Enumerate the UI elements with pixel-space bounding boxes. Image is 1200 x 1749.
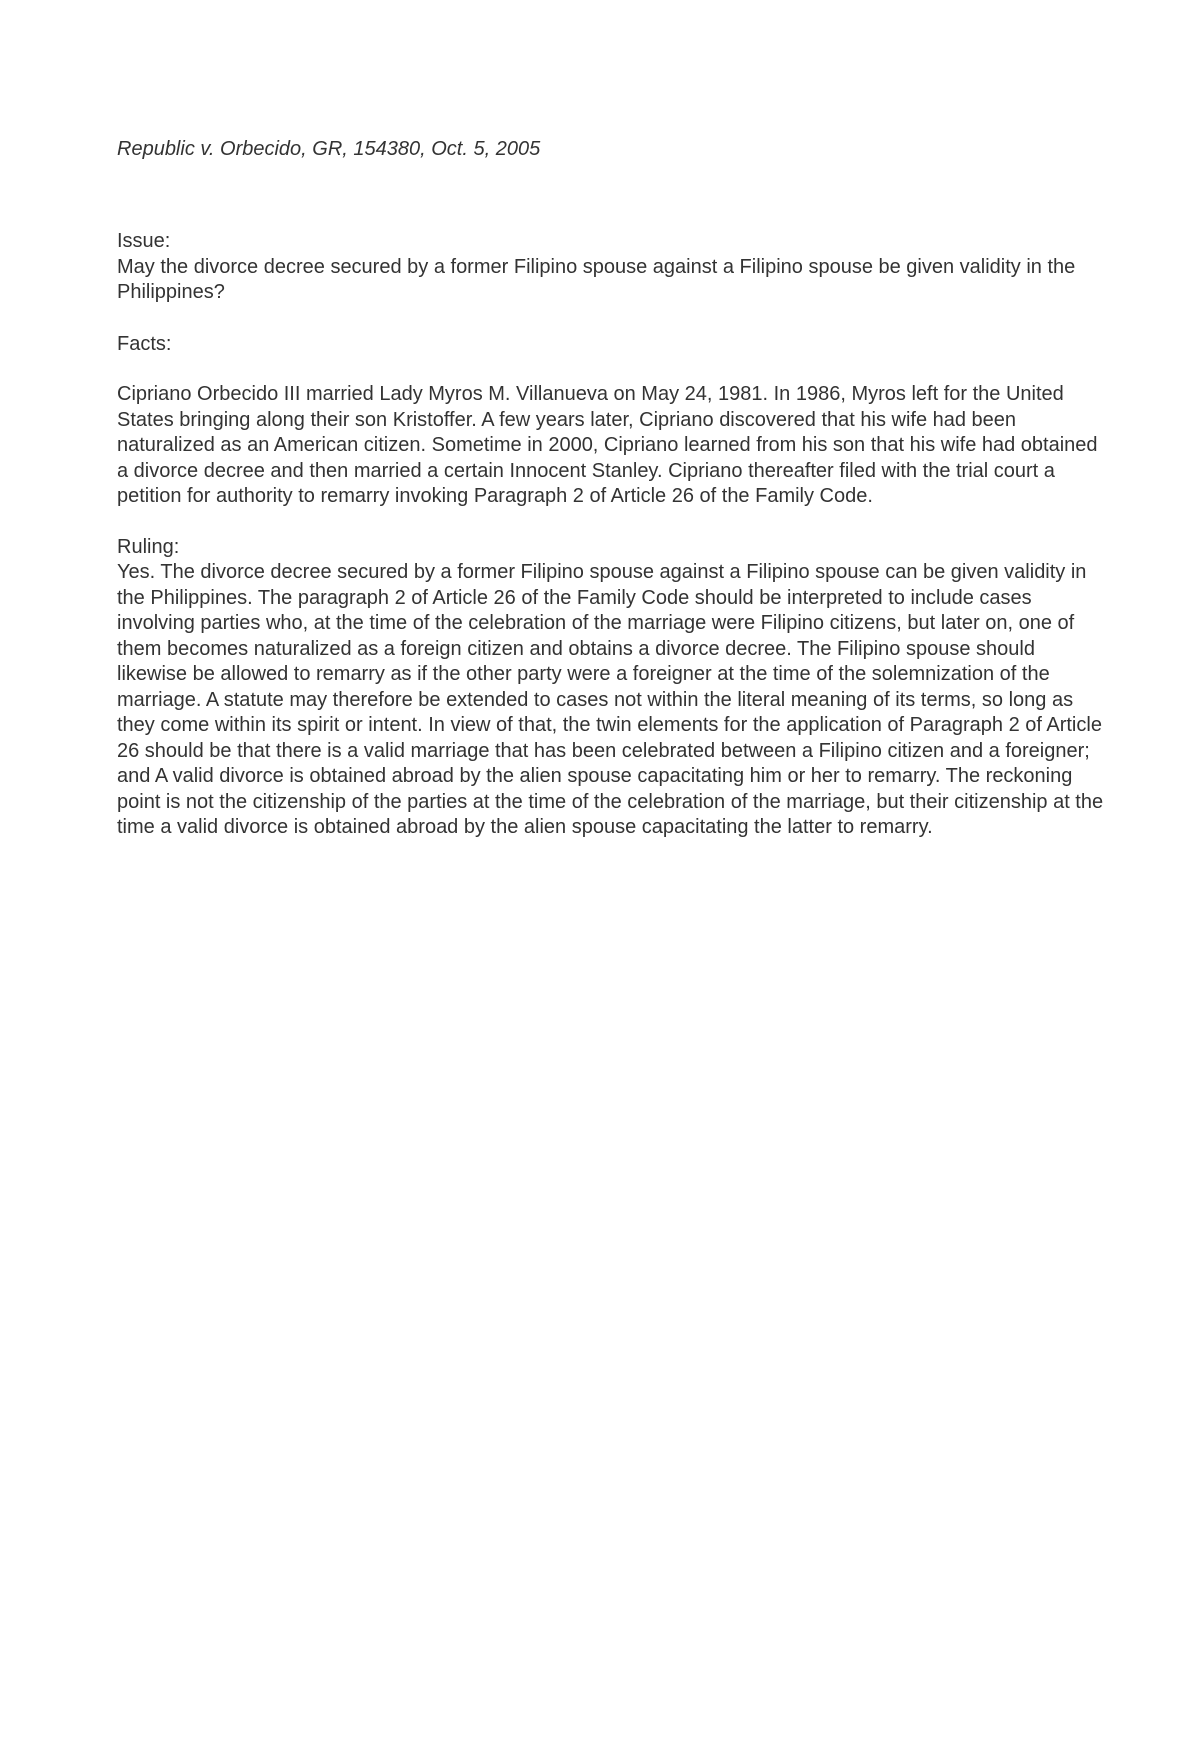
facts-text: Cipriano Orbecido III married Lady Myros M. Villanueva on May 24, 1981. In 1986, Myros left for the United States bringing along their son Kristoffer. A few years later, Cipriano discovered that his wife had been naturalized as an American citizen. Sometime in 2000, Cipriano learned from his son that his wife had obtained a divorce decree and then married a certain Innocent Stanley. Cipriano thereafter filed with the trial court a petition for authority to remarry invoking Paragraph 2 of Article 26 of the Family Code. [117, 383, 1098, 507]
spacer [117, 510, 1107, 535]
case-citation: Republic v. Orbecido, GR, 154380, Oct. 5, 2005 [117, 138, 541, 160]
spacer [117, 162, 1107, 229]
facts-label: Facts: [117, 332, 172, 355]
issue-text: May the divorce decree secured by a former Filipino spouse against a Filipino spouse be given validity in the Philippines? [117, 255, 1076, 303]
spacer [117, 306, 1107, 332]
ruling-text: Yes. The divorce decree secured by a former Filipino spouse against a Filipino spouse can be given validity in the Philippines. The paragraph 2 of Article 26 of the Family Code should be interpreted to include cases involving parties who, at the time of the celebration of the marriage were Filipino citizens, but later on, one of them becomes naturalized as a foreign citizen and obtains a divorce decree. The Filipino spouse should likewise be allowed to remarry as if the other party were a foreigner at the time of the solemnization of the marriage. A statute may therefore be extended to cases not within the literal meaning of its terms, so long as they come within its spirit or intent. In view of that, the twin elements for the application of Paragraph 2 of Article 26 should be that there is a valid marriage that has been celebrated between a Filipino citizen and a foreigner; and A valid divorce is obtained abroad by the alien spouse capacitating him or her to remarry. The reckoning point is not the citizenship of the parties at the time of the celebration of the marriage, but their citizenship at the time a valid divorce is obtained abroad by the alien spouse capacitating the latter to remarry. [117, 561, 1104, 838]
ruling-label: Ruling: [117, 535, 180, 558]
issue-label: Issue: [117, 230, 171, 252]
spacer [117, 357, 1107, 382]
document-body [117, 137, 1107, 841]
